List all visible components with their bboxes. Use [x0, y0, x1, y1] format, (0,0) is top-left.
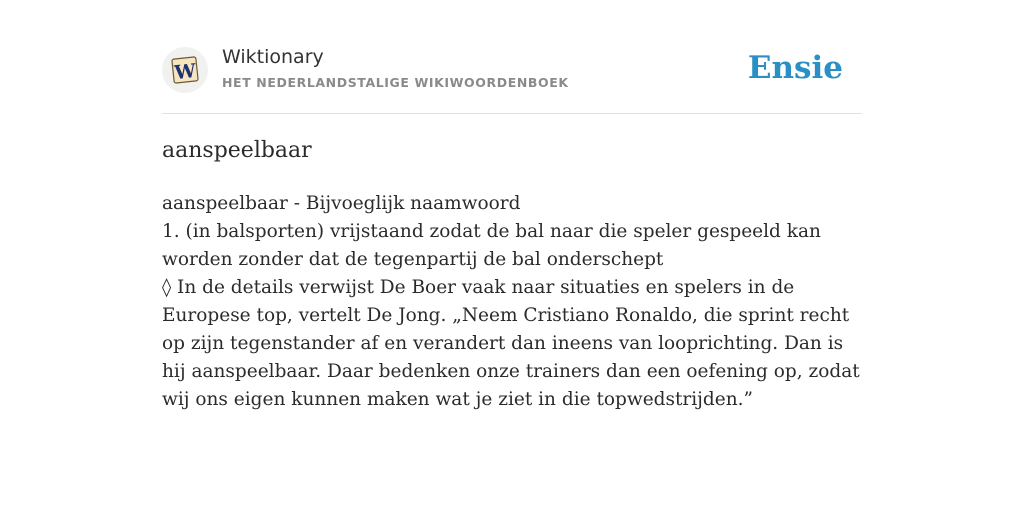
- site-name[interactable]: Wiktionary: [222, 46, 324, 68]
- ensie-logo-link[interactable]: Ensie: [747, 50, 843, 86]
- wiktionary-logo[interactable]: [162, 47, 208, 93]
- site-tagline: HET NEDERLANDSTALIGE WIKIWOORDENBOEK: [222, 75, 569, 90]
- example-sentence: ◊ In de details verwijst De Boer vaak naar situaties en spelers in de Europese top, vertelt De Jong. „Neem Cristiano Ronaldo, die sprint recht op zijn tegenstander af en verandert dan ineens van looprichting. Dan is hij aanspeelbaar. Daar bedenken onze trainers dan een oefening op, zodat wij ons eigen kunnen maken wat je ziet in die topwedstrijden.”: [162, 277, 860, 410]
- wiktionary-tile-icon: [170, 55, 200, 85]
- definition-line: 1. (in balsporten) vrijstaand zodat de bal naar die speler gespeeld kan worden zonder dat de tegenpartij de bal onderschept: [162, 221, 821, 270]
- word-title: aanspeelbaar: [162, 138, 312, 163]
- header-divider: [162, 113, 862, 114]
- word-class-line: aanspeelbaar - Bijvoeglijk naamwoord: [162, 193, 521, 214]
- header: [162, 44, 862, 100]
- logo-letter: W: [173, 59, 197, 85]
- definition-block: [162, 190, 862, 414]
